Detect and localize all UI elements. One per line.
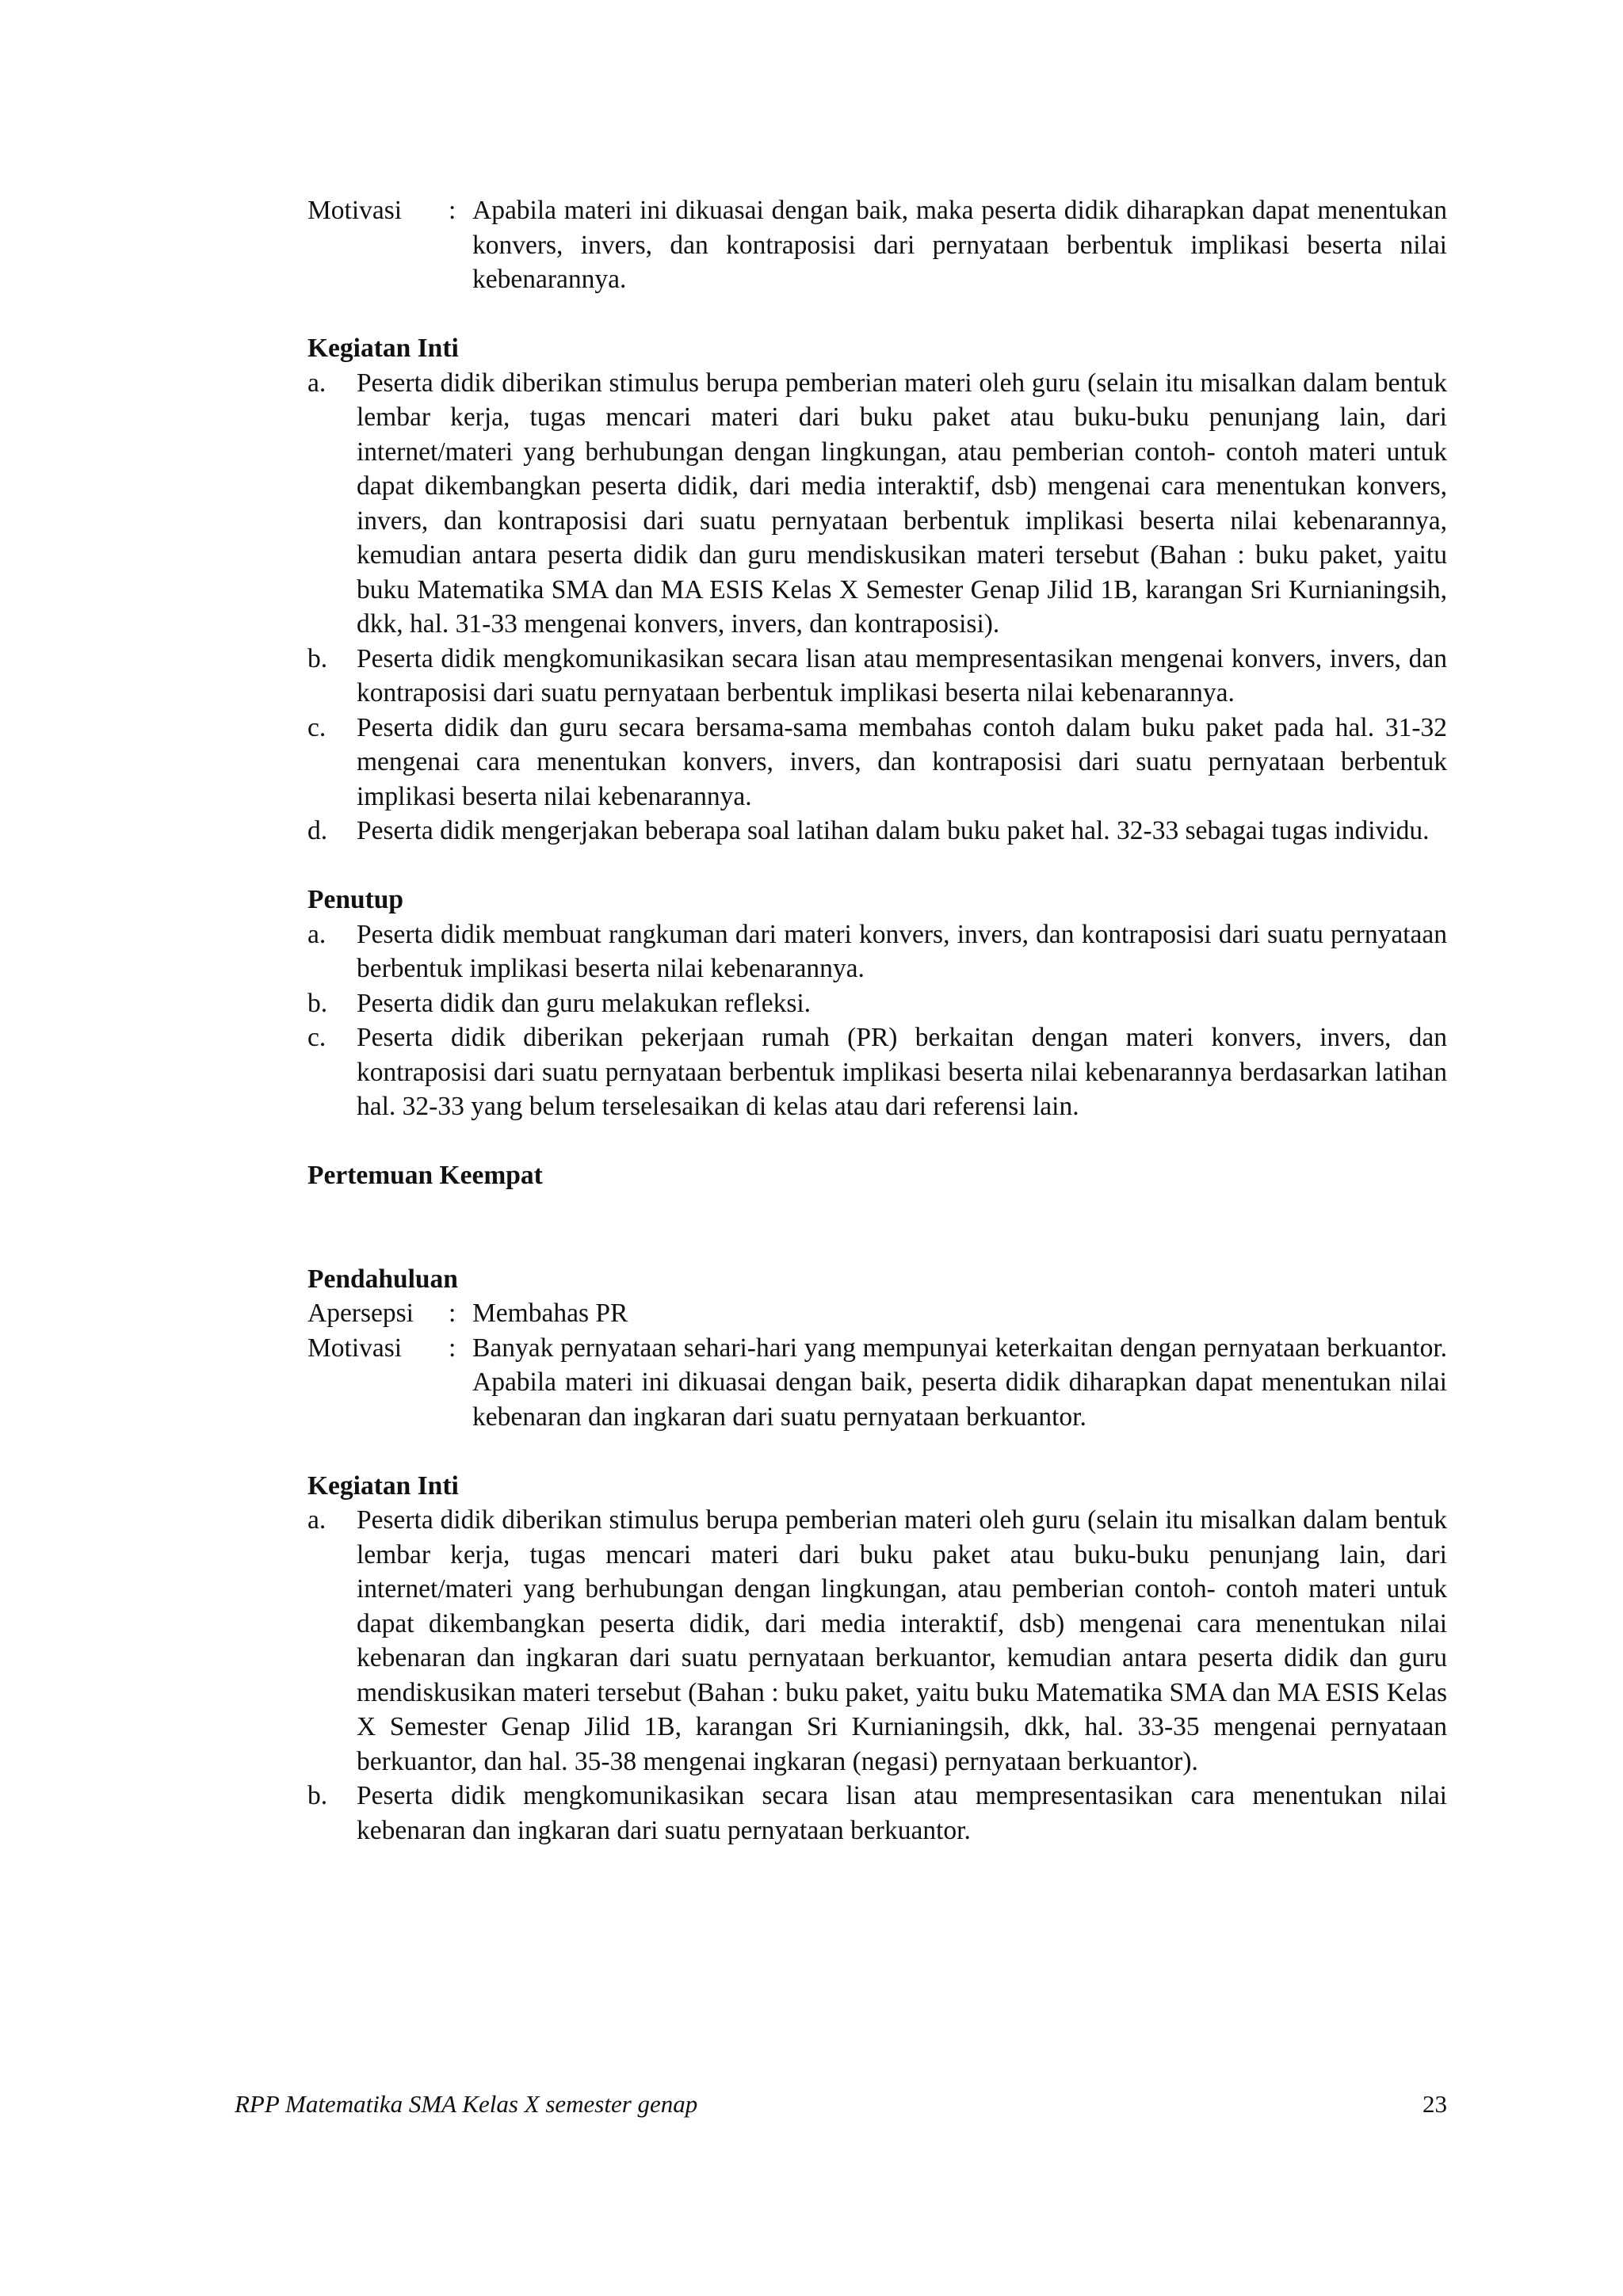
- colon: :: [449, 1333, 456, 1363]
- list-marker: b.: [307, 988, 328, 1018]
- list-item: [307, 642, 1447, 711]
- kegiatan-inti-heading: Kegiatan Inti: [307, 1470, 459, 1501]
- list-item: [307, 711, 1447, 814]
- list-item-text: Peserta didik mengerjakan beberapa soal latihan dalam buku paket hal. 32-33 sebagai tugas individu.: [357, 816, 1430, 845]
- pertemuan-keempat-heading: Pertemuan Keempat: [307, 1161, 543, 1190]
- document-page: [307, 193, 1447, 1848]
- spacer: [307, 849, 1447, 883]
- spacer: [307, 1193, 1447, 1228]
- pendahuluan-heading: Pendahuluan: [307, 1264, 458, 1294]
- list-item: [307, 986, 1447, 1021]
- list-marker: c.: [307, 712, 327, 742]
- penutup-list: [307, 917, 1447, 1124]
- spacer: [307, 1124, 1447, 1159]
- list-item-text: Peserta didik diberikan stimulus berupa pemberian materi oleh guru (selain itu misalkan dalam bentuk lembar kerja, tugas mencari materi dari buku paket atau buku-buku penunjang lain, dari internet/materi yang berhubungan dengan lingkungan, atau pemberian contoh- contoh materi untuk dapat dikembangkan peserta didik, dari media interaktif, dsb) mengenai cara menentukan konvers, invers, dan kontraposisi dari suatu pernyataan berbentuk implikasi beserta nilai kebenarannya, kemudian antara peserta didik dan guru mendiskusikan materi tersebut (Bahan : buku paket, yaitu buku Matematika SMA dan MA ESIS Kelas X Semester Genap Jilid 1B, karangan Sri Kurnianingsih, dkk, hal. 31-33 mengenai konvers, invers, dan kontraposisi).: [357, 368, 1447, 639]
- apersepsi-text: Membahas PR: [472, 1299, 628, 1328]
- list-item-text: Peserta didik mengkomunikasikan secara lisan atau mempresentasikan mengenai konvers, invers, dan kontraposisi dari suatu pernyataan berbentuk implikasi beserta nilai kebenarannya.: [357, 643, 1447, 707]
- list-item-text: Peserta didik diberikan stimulus berupa pemberian materi oleh guru (selain itu misalkan dalam bentuk lembar kerja, tugas mencari materi dari buku paket atau buku-buku penunjang lain, dari internet/materi yang berhubungan dengan lingkungan, atau pemberian contoh- contoh materi untuk dapat dikembangkan peserta didik, dari media interaktif, dsb) mengenai cara menentukan nilai kebenaran dan ingkaran dari suatu pernyataan berkuantor, kemudian antara peserta didik dan guru mendiskusikan materi tersebut (Bahan : buku paket, yaitu buku Matematika SMA dan MA ESIS Kelas X Semester Genap Jilid 1B, karangan Sri Kurnianingsih, dkk, hal. 33-35 mengenai pernyataan berkuantor, dan hal. 35-38 mengenai ingkaran (negasi) pernyataan berkuantor).: [357, 1505, 1447, 1776]
- spacer: [307, 1434, 1447, 1469]
- colon: :: [449, 1299, 456, 1328]
- list-item: [307, 1503, 1447, 1779]
- kegiatan-inti-list: [307, 366, 1447, 849]
- list-item: [307, 366, 1447, 642]
- motivasi-label: Motivasi: [307, 1333, 403, 1363]
- list-item: [307, 814, 1447, 849]
- page-footer: [235, 2088, 1447, 2120]
- list-item: [307, 917, 1447, 986]
- list-marker: d.: [307, 816, 328, 845]
- list-item-text: Peserta didik membuat rangkuman dari materi konvers, invers, dan kontraposisi dari suatu pernyataan berbentuk implikasi beserta nilai kebenarannya.: [357, 919, 1447, 983]
- motivasi-text: Banyak pernyataan sehari-hari yang mempunyai keterkaitan dengan pernyataan berkuantor. Apabila materi ini dikuasai dengan baik, peserta didik diharapkan dapat menentukan nilai kebenaran dan ingkaran dari suatu pernyataan berkuantor.: [472, 1333, 1447, 1432]
- list-marker: a.: [307, 368, 327, 398]
- spacer: [307, 1227, 1447, 1262]
- list-marker: b.: [307, 1781, 328, 1810]
- motivasi-label: Motivasi: [307, 196, 403, 225]
- spacer: [307, 297, 1447, 332]
- list-item-text: Peserta didik dan guru secara bersama-sama membahas contoh dalam buku paket pada hal. 31-32 mengenai cara menentukan konvers, invers, dan kontraposisi dari suatu pernyataan berbentuk implikasi beserta nilai kebenarannya.: [357, 712, 1447, 811]
- kegiatan-inti-heading: Kegiatan Inti: [307, 334, 459, 363]
- list-item-text: Peserta didik mengkomunikasikan secara lisan atau mempresentasikan cara menentukan nilai kebenaran dan ingkaran dari suatu pernyataan berkuantor.: [357, 1781, 1447, 1845]
- list-marker: a.: [307, 1505, 327, 1535]
- list-item-text: Peserta didik dan guru melakukan refleksi.: [357, 988, 812, 1018]
- list-marker: c.: [307, 1023, 327, 1052]
- list-marker: a.: [307, 919, 327, 949]
- list-marker: b.: [307, 643, 328, 673]
- motivasi-text: Apabila materi ini dikuasai dengan baik, maka peserta didik diharapkan dapat menentukan konvers, invers, dan kontraposisi dari pernyataan berbentuk implikasi beserta nilai kebenarannya.: [472, 196, 1447, 294]
- colon: :: [449, 196, 456, 225]
- motivasi-row: [307, 193, 1447, 297]
- footer-title: RPP Matematika SMA Kelas X semester genap: [235, 2090, 698, 2118]
- list-item: [307, 1020, 1447, 1124]
- list-item-text: Peserta didik diberikan pekerjaan rumah (PR) berkaitan dengan materi konvers, invers, dan kontraposisi dari suatu pernyataan berbentuk implikasi beserta nilai kebenarannya berdasarkan latihan hal. 32-33 yang belum terselesaikan di kelas atau dari referensi lain.: [357, 1023, 1447, 1121]
- page-number: 23: [1423, 2090, 1447, 2118]
- kegiatan-inti-list: [307, 1503, 1447, 1848]
- apersepsi-label: Apersepsi: [307, 1299, 414, 1328]
- list-item: [307, 1779, 1447, 1848]
- apersepsi-row: [307, 1296, 1447, 1331]
- motivasi-row: [307, 1331, 1447, 1435]
- penutup-heading: Penutup: [307, 885, 404, 914]
